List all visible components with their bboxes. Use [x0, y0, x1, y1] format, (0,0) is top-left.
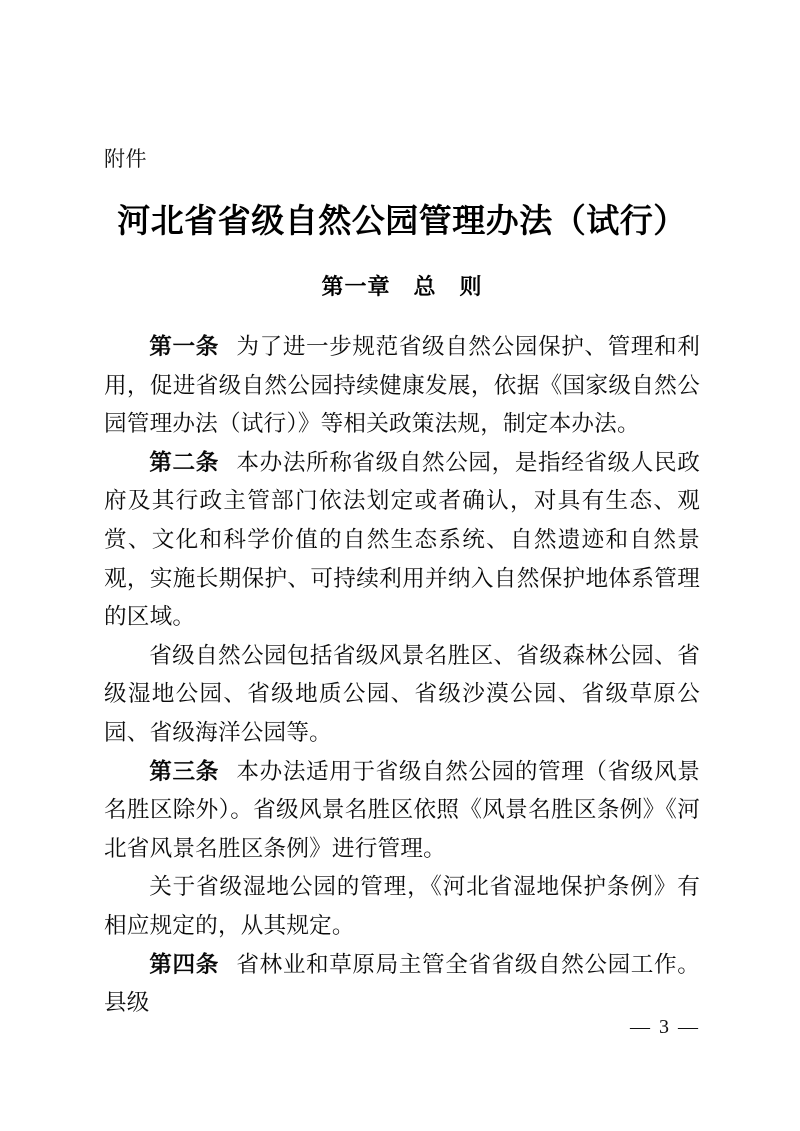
article-list	[104, 328, 700, 1023]
article-paragraph	[104, 946, 700, 1023]
article-paragraph	[104, 753, 700, 869]
article-paragraph	[104, 444, 700, 637]
article-number: 第三条	[149, 758, 220, 784]
document-content	[104, 0, 700, 1023]
article-paragraph	[104, 868, 700, 945]
article-text: 关于省级湿地公园的管理，《河北省湿地保护条例》有相应规定的，从其规定。	[104, 874, 700, 938]
article-number: 第四条	[149, 951, 220, 977]
article-text: 本办法适用于省级自然公园的管理（省级风景名胜区除外）。省级风景名胜区依照《风景名胜区条例》《河北省风景名胜区条例》进行管理。	[104, 758, 701, 861]
article-text: 省林业和草原局主管全省省级自然公园工作。县级	[104, 951, 701, 1016]
article-text: 为了进一步规范省级自然公园保护、管理和利用，促进省级自然公园持续健康发展，依据《国家级自然公园管理办法（试行）》等相关政策法规，制定本办法。	[104, 334, 701, 437]
article-text: 本办法所称省级自然公园，是指经省级人民政府及其行政主管部门依法划定或者确认，对具有生态、观赏、文化和科学价值的自然生态系统、自然遗迹和自然景观，实施长期保护、可持续利用并纳入自然保护地体系管理的区域。	[104, 449, 701, 630]
article-paragraph	[104, 637, 700, 753]
article-number: 第一条	[149, 334, 220, 359]
attachment-label: 附件	[104, 148, 147, 171]
article-number: 第二条	[149, 449, 220, 475]
page-title: 河北省省级自然公园管理办法（试行）	[117, 204, 687, 240]
article-text: 省级自然公园包括省级风景名胜区、省级森林公园、省级湿地公园、省级地质公园、省级沙漠公园、省级草原公园、省级海洋公园等。	[104, 642, 700, 745]
page-number: — 3 —	[630, 1016, 700, 1038]
chapter-heading: 第一章 总 则	[321, 274, 483, 299]
article-paragraph	[104, 328, 700, 444]
